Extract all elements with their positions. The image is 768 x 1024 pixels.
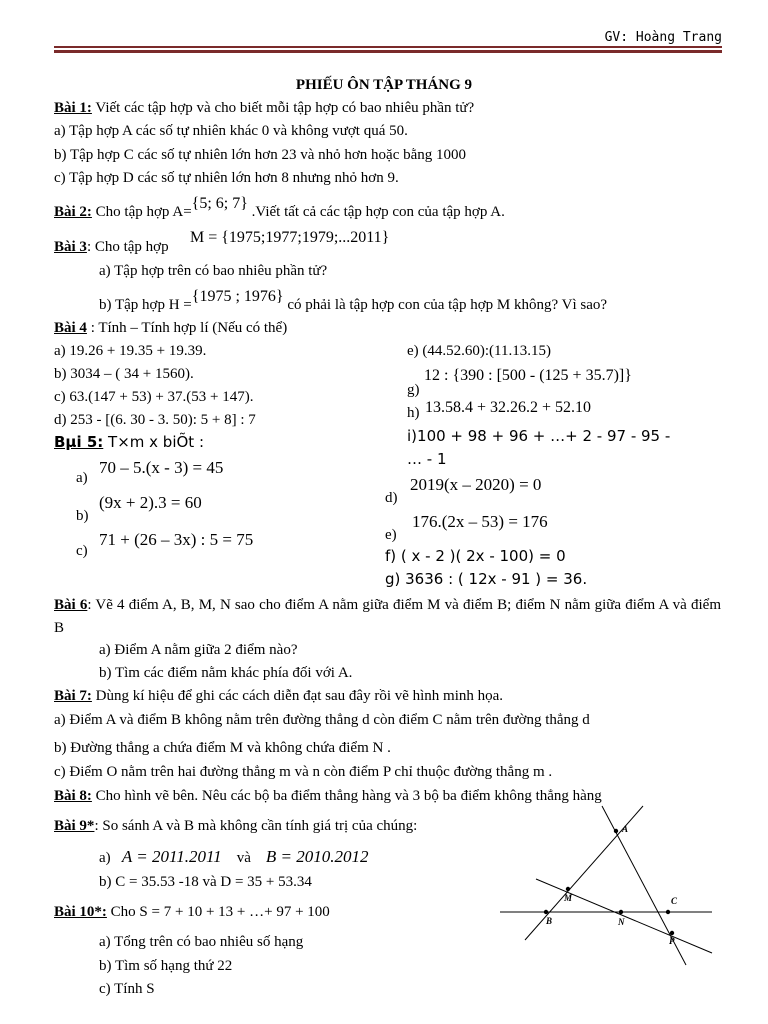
point-m — [566, 887, 570, 891]
bai3-b-set: {1975 ; 1976} — [191, 288, 284, 305]
teacher-name: GV: Hoàng Trang — [604, 30, 722, 45]
bai4-label: Bài 4 — [54, 320, 87, 336]
bai3-label: Bài 3 — [54, 239, 87, 255]
bai10-item-a: a) Tổng trên có bao nhiêu số hạng — [99, 934, 304, 950]
bai10-item-c: c) Tính S — [99, 981, 155, 997]
bai3-prompt: : Cho tập hợp — [86, 239, 169, 255]
bai5-d-expr: 2019(x – 2020) = 0 — [410, 475, 542, 494]
bai5-c-label: c) — [76, 543, 88, 559]
label-m: M — [564, 893, 573, 903]
point-a — [614, 829, 618, 833]
bai1-item-b: b) Tập hợp C các số tự nhiên lớn hơn 23 và nhỏ hơn hoặc bằng 1000 — [54, 147, 467, 163]
label-b: B — [546, 916, 553, 926]
bai4-h-label: h) — [407, 405, 420, 421]
bai4-g-label: g) — [407, 382, 420, 398]
bai4-item-i-line1: i)100 + 98 + 96 + …+ 2 - 97 - 95 - — [407, 427, 671, 445]
bai2-label: Bài 2: — [54, 204, 92, 220]
line-m-n-p — [536, 879, 712, 953]
bai8-prompt: Cho hình vẽ bên. Nêu các bộ ba điểm thẳng hàng và 3 bộ ba điểm không thẳng hàng — [91, 788, 602, 804]
bai5-item-g: g) 3636 : ( 12x - 91 ) = 36. — [385, 570, 588, 588]
bai5-b-expr: (9x + 2).3 = 60 — [99, 493, 202, 512]
bai5-a-label: a) — [76, 470, 88, 486]
bai9-a-expr2: B = 2010.2012 — [265, 847, 369, 866]
bai8-label: Bài 8: — [54, 788, 92, 804]
bai4-item-b: b) 3034 – ( 34 + 1560). — [54, 366, 194, 382]
bai2-prompt: Cho tập hợp A= — [91, 204, 192, 220]
bai4-item-e: e) (44.52.60):(11.13.15) — [407, 343, 551, 359]
bai7-label: Bài 7: — [54, 688, 92, 704]
bai3-b-pre: b) Tập hợp H = — [99, 297, 192, 313]
label-c: C — [671, 896, 678, 906]
bai6-item-b: b) Tìm các điểm nằm khác phía đối với A. — [99, 665, 353, 681]
bai4-g-expr: 12 : {390 : [500 - (125 + 35.7)]} — [424, 367, 632, 384]
bai4-item-c: c) 63.(147 + 53) + 37.(53 + 147). — [54, 389, 254, 405]
bai6-prompt: : Vẽ 4 điểm A, B, M, N sao cho điểm A nằm giữa điểm M và điểm B; điểm N nằm giữa điểm A và điểm B — [54, 597, 721, 636]
label-n: N — [618, 917, 625, 927]
bai4-prompt: : Tính – Tính hợp lí (Nếu có thể) — [86, 320, 288, 336]
bai9-prompt: : So sánh A và B mà không cần tính giá trị của chúng: — [94, 818, 418, 834]
bai6-item-a: a) Điểm A nằm giữa 2 điểm nào? — [99, 642, 298, 658]
bai5-b-label: b) — [76, 508, 89, 524]
point-b — [544, 910, 548, 914]
bai5-a-expr: 70 – 5.(x - 3) = 45 — [99, 458, 224, 477]
label-p: P — [669, 936, 675, 946]
bai9-label: Bài 9* — [54, 818, 95, 834]
bai4-item-a: a) 19.26 + 19.35 + 19.39. — [54, 343, 207, 359]
bai3-item-a: a) Tập hợp trên có bao nhiêu phần tử? — [99, 263, 328, 279]
bai1-label: Bài 1: — [54, 100, 92, 116]
bai3-set: M = {1975;1977;1979;...2011} — [190, 229, 390, 246]
bai7-prompt: Dùng kí hiệu để ghi các cách diễn đạt sau đây rồi vẽ hình minh họa. — [91, 688, 504, 704]
bai10-prompt: Cho S = 7 + 10 + 13 + …+ 97 + 100 — [106, 904, 330, 920]
bai1-item-a: a) Tập hợp A các số tự nhiên khác 0 và không vượt quá 50. — [54, 123, 408, 139]
bai7-item-a: a) Điểm A và điểm B không nằm trên đường thẳng d còn điểm C nằm trên đường thẳng d — [54, 712, 590, 728]
bai7-item-b: b) Đường thẳng a chứa điểm M và không chứa điểm N . — [54, 740, 391, 756]
bai4-item-d: d) 253 - [(6. 30 - 3. 50): 5 + 8] : 7 — [54, 412, 256, 428]
bai10-item-b: b) Tìm số hạng thứ 22 — [99, 958, 233, 974]
bai1-prompt: Viết các tập hợp và cho biết mỗi tập hợp có bao nhiêu phần tử? — [91, 100, 475, 116]
label-a: A — [622, 824, 629, 834]
bai5-c-expr: 71 + (26 – 3x) : 5 = 75 — [99, 530, 254, 549]
point-c — [666, 910, 670, 914]
bai3-b-post: có phải là tập hợp con của tập hợp M không? Vì sao? — [283, 297, 608, 313]
bai2-rest: .Viết tất cả các tập hợp con của tập hợp A. — [247, 204, 505, 220]
bai5-prompt: T×m x biÕt : — [103, 433, 205, 451]
bai5-e-expr: 176.(2x – 53) = 176 — [412, 512, 548, 531]
bai7-item-c: c) Điểm O nằm trên hai đường thẳng m và n còn điểm P chỉ thuộc đường thẳng m . — [54, 764, 553, 780]
point-n — [619, 910, 623, 914]
bai4-h-expr: 13.58.4 + 32.26.2 + 52.10 — [425, 399, 592, 416]
bai5-label: Bµi 5: — [54, 433, 104, 451]
page-title: PHIẾU ÔN TẬP THÁNG 9 — [295, 77, 473, 93]
bai5-d-label: d) — [385, 490, 398, 506]
bai1-item-c: c) Tập hợp D các số tự nhiên lớn hơn 8 nhưng nhỏ hơn 9. — [54, 170, 399, 186]
bai5-e-label: e) — [385, 527, 397, 543]
bai2-set: {5; 6; 7} — [191, 195, 248, 212]
bai6-label: Bài 6 — [54, 597, 88, 613]
bai9-a-and: và — [236, 850, 251, 866]
bai5-item-f: f) ( x - 2 )( 2x - 100) = 0 — [385, 547, 566, 565]
bai9-item-b: b) C = 35.53 -18 và D = 35 + 53.34 — [99, 874, 312, 890]
bai9-a-label: a) — [99, 850, 111, 866]
point-p — [670, 931, 674, 935]
bai4-item-i-line2: … - 1 — [407, 450, 447, 468]
bai9-a-expr1: A = 2011.2011 — [121, 847, 222, 866]
bai10-label: Bài 10*: — [54, 904, 107, 920]
